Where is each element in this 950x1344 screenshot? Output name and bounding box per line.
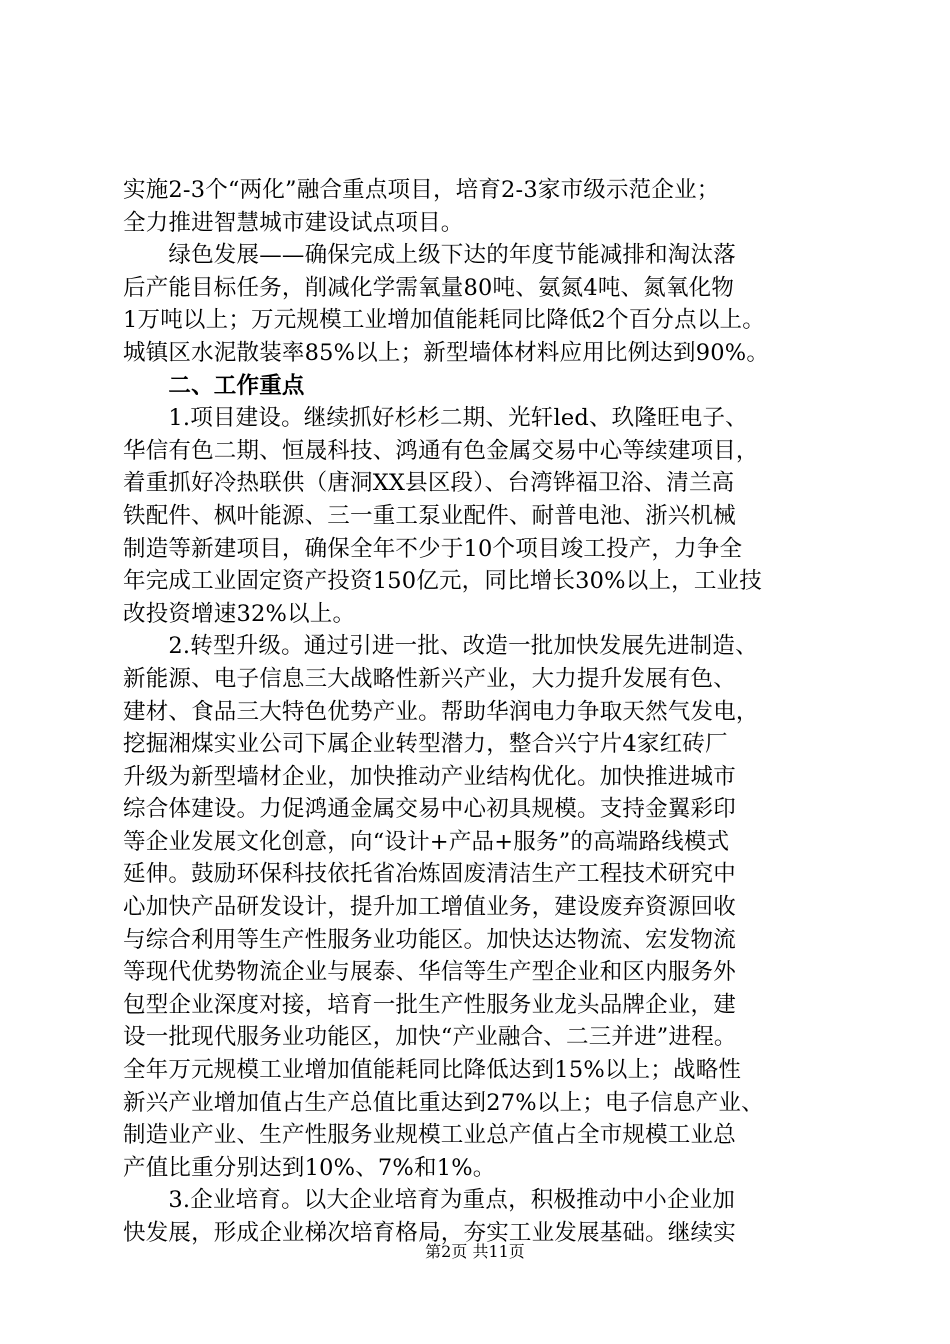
section-heading: 二、工作重点 <box>123 372 305 399</box>
text-line: 等现代优势物流企业与展泰、华信等生产型企业和区内服务外 <box>123 959 736 986</box>
text-line: 制造业产业、生产性服务业规模工业总产值占全市规模工业总 <box>123 1122 736 1149</box>
text-line: 挖掘湘煤实业公司下属企业转型潜力，整合兴宁片4家红砖厂 <box>123 731 728 758</box>
text-line: 新能源、电子信息三大战略性新兴产业，大力提升发展有色、 <box>123 665 736 692</box>
text-line: 设一批现代服务业功能区，加快“产业融合、二三并进”进程。 <box>123 1024 737 1051</box>
text-line: 综合体建设。力促鸿通金属交易中心初具规模。支持金翼彩印 <box>123 796 736 823</box>
text-line: 2.转型升级。通过引进一批、改造一批加快发展先进制造、 <box>123 633 758 660</box>
text-line: 建材、食品三大特色优势产业。帮助华润电力争取天然气发电， <box>123 698 759 725</box>
text-line: 改投资增速32%以上。 <box>123 600 356 627</box>
text-line: 全力推进智慧城市建设试点项目。 <box>123 209 464 236</box>
text-line: 1.项目建设。继续抓好杉杉二期、光轩led、玖隆旺电子、 <box>123 405 748 432</box>
text-line: 着重抓好冷热联供（唐洞XX县区段）、台湾铧福卫浴、清兰高 <box>123 470 735 497</box>
text-line: 产值比重分别达到10%、7%和1%。 <box>123 1154 496 1181</box>
text-line: 后产能目标任务，削减化学需氧量80吨、氨氮4吨、氮氧化物 <box>123 274 735 301</box>
text-line: 延伸。鼓励环保科技依托省冶炼固废清洁生产工程技术研究中 <box>123 861 736 888</box>
text-line: 华信有色二期、恒晟科技、鸿通有色金属交易中心等续建项目， <box>123 437 759 464</box>
text-line: 全年万元规模工业增加值能耗同比降低达到15%以上；战略性 <box>123 1057 742 1084</box>
text-line: 包型企业深度对接，培育一批生产性服务业龙头品牌企业，建 <box>123 991 736 1018</box>
text-line: 与综合利用等生产性服务业功能区。加快达达物流、宏发物流 <box>123 926 736 953</box>
text-line: 绿色发展——确保完成上级下达的年度节能减排和淘汰落 <box>123 242 736 269</box>
text-line: 3.企业培育。以大企业培育为重点，积极推动中小企业加 <box>123 1187 736 1214</box>
text-line: 城镇区水泥散装率85%以上；新型墙体材料应用比例达到90%。 <box>123 339 770 366</box>
text-line: 新兴产业增加值占生产总值比重达到27%以上；电子信息产业、 <box>123 1089 764 1116</box>
text-line: 实施2-3个“两化”融合重点项目，培育2-3家市级示范企业； <box>123 177 720 203</box>
text-line: 升级为新型墙材企业，加快推动产业结构优化。加快推进城市 <box>123 763 736 790</box>
text-line: 心加快产品研发设计，提升加工增值业务，建设废弃资源回收 <box>123 894 736 921</box>
text-line: 1万吨以上；万元规模工业增加值能耗同比降低2个百分点以上。 <box>123 307 765 334</box>
page-footer: 第2页 共11页 <box>425 1242 525 1261</box>
text-line: 铁配件、枫叶能源、三一重工泵业配件、耐普电池、浙兴机械 <box>123 502 736 529</box>
text-line: 年完成工业固定资产投资150亿元，同比增长30%以上，工业技 <box>123 568 762 595</box>
text-line: 等企业发展文化创意，向“设计+产品+服务”的高端路线模式 <box>123 828 730 855</box>
text-line: 制造等新建项目，确保全年不少于10个项目竣工投产，力争全 <box>123 535 743 562</box>
text-line: 快发展，形成企业梯次培育格局，夯实工业发展基础。继续实 <box>123 1220 736 1246</box>
document-body <box>123 174 843 1250</box>
